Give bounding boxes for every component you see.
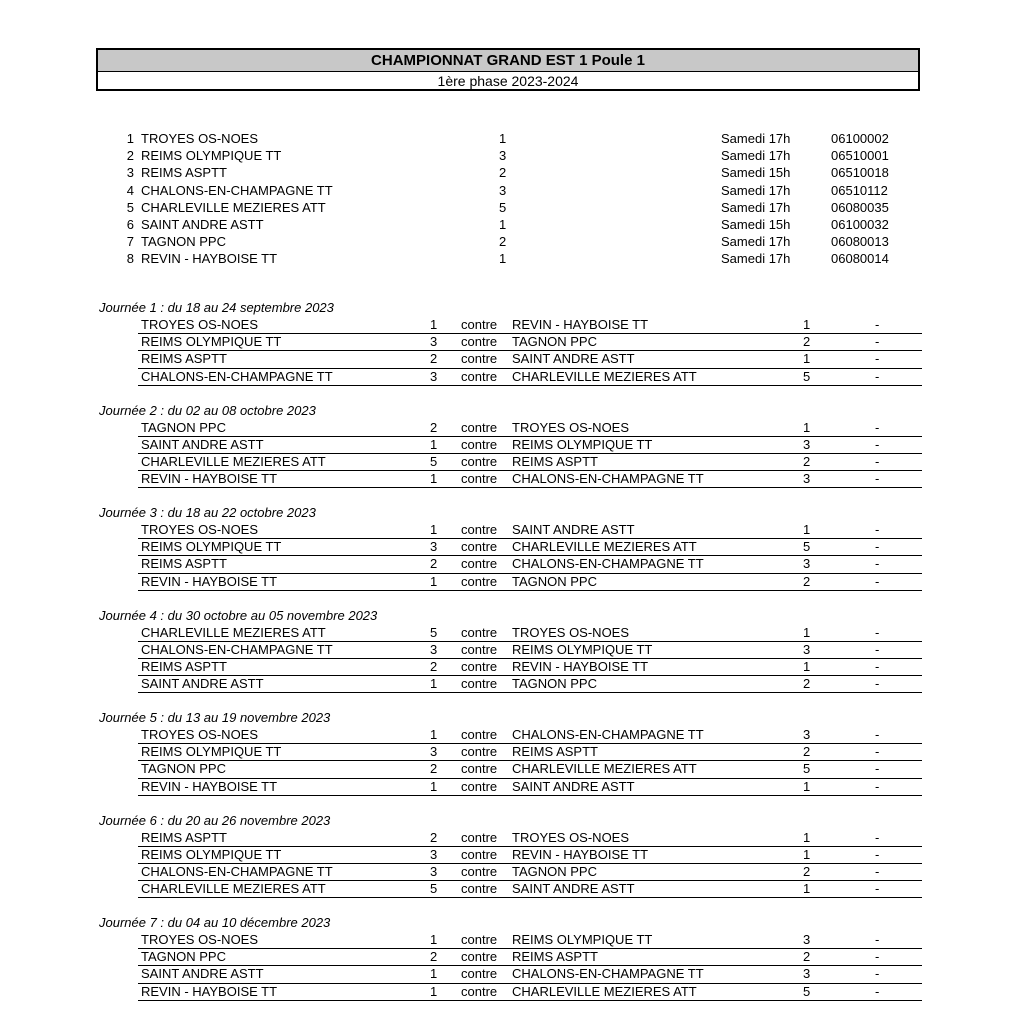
- away-team: REVIN - HAYBOISE TT: [512, 317, 649, 332]
- team-name: CHALONS-EN-CHAMPAGNE TT: [141, 182, 333, 198]
- home-team-number: 2: [430, 556, 438, 572]
- versus-label: contre: [461, 641, 498, 657]
- versus-label: contre: [461, 881, 498, 897]
- home-team: REIMS OLYMPIQUE TT: [141, 539, 282, 555]
- home-team: REIMS ASPTT: [141, 829, 227, 845]
- away-team-number: 2: [803, 949, 811, 965]
- match-row: [138, 984, 922, 1001]
- home-team: CHARLEVILLE MEZIERES ATT: [141, 624, 326, 640]
- match-score: -: [875, 573, 880, 589]
- home-team-number: 2: [430, 829, 438, 845]
- away-team: CHALONS-EN-CHAMPAGNE TT: [512, 556, 704, 572]
- home-team-number: 1: [430, 932, 438, 947]
- championship-title: CHAMPIONNAT GRAND EST 1 Poule 1: [98, 50, 918, 72]
- team-match-day: Samedi 17h: [721, 148, 791, 164]
- away-team-number: 3: [803, 471, 811, 487]
- team-match-day: Samedi 17h: [721, 131, 791, 146]
- home-team: REIMS OLYMPIQUE TT: [141, 846, 282, 862]
- match-row: [138, 369, 922, 386]
- match-row: [138, 642, 922, 659]
- match-score: -: [875, 471, 880, 487]
- match-score: -: [875, 556, 880, 572]
- away-team-number: 2: [803, 453, 811, 469]
- versus-label: contre: [461, 539, 498, 555]
- home-team: CHALONS-EN-CHAMPAGNE TT: [141, 863, 333, 879]
- match-row: [138, 539, 922, 556]
- home-team-number: 1: [430, 727, 438, 742]
- home-team-number: 2: [430, 658, 438, 674]
- team-club-code: 06510018: [831, 165, 889, 181]
- away-team: TAGNON PPC: [512, 573, 597, 589]
- versus-label: contre: [461, 317, 498, 332]
- home-team: CHALONS-EN-CHAMPAGNE TT: [141, 641, 333, 657]
- team-row: [0, 233, 1021, 250]
- match-score: -: [875, 846, 880, 862]
- match-row: [138, 847, 922, 864]
- home-team-number: 2: [430, 351, 438, 367]
- journee-title: Journée 6 : du 20 au 26 novembre 2023: [99, 812, 331, 828]
- home-team-number: 1: [430, 676, 438, 692]
- versus-label: contre: [461, 436, 498, 452]
- match-score: -: [875, 351, 880, 367]
- team-number: 3: [126, 165, 134, 181]
- home-team-number: 3: [430, 368, 438, 384]
- away-team: REIMS OLYMPIQUE TT: [512, 932, 653, 947]
- away-team: SAINT ANDRE ASTT: [512, 778, 635, 794]
- match-score: -: [875, 863, 880, 879]
- team-row: [0, 182, 1021, 199]
- team-squad-number: 3: [499, 148, 507, 164]
- phase-subtitle: 1ère phase 2023-2024: [437, 73, 579, 89]
- home-team: REVIN - HAYBOISE TT: [141, 778, 278, 794]
- team-number: 7: [126, 234, 134, 250]
- away-team-number: 3: [803, 641, 811, 657]
- team-squad-number: 3: [499, 182, 507, 198]
- match-score: -: [875, 761, 880, 777]
- home-team-number: 5: [430, 624, 438, 640]
- away-team-number: 1: [803, 658, 811, 674]
- team-number: 6: [126, 216, 134, 232]
- home-team-number: 2: [430, 419, 438, 435]
- away-team-number: 2: [803, 573, 811, 589]
- home-team: REIMS OLYMPIQUE TT: [141, 334, 282, 350]
- versus-label: contre: [461, 556, 498, 572]
- team-match-day: Samedi 17h: [721, 182, 791, 198]
- home-team-number: 1: [430, 778, 438, 794]
- team-squad-number: 1: [499, 131, 507, 146]
- match-row: [138, 556, 922, 573]
- journee-title: Journée 7 : du 04 au 10 décembre 2023: [99, 915, 331, 930]
- home-team: REVIN - HAYBOISE TT: [141, 573, 278, 589]
- home-team: TROYES OS-NOES: [141, 932, 259, 947]
- match-score: -: [875, 334, 880, 350]
- home-team: REIMS OLYMPIQUE TT: [141, 744, 282, 760]
- team-club-code: 06510112: [831, 182, 888, 198]
- away-team: REIMS OLYMPIQUE TT: [512, 436, 653, 452]
- away-team: TAGNON PPC: [512, 676, 597, 692]
- away-team: CHALONS-EN-CHAMPAGNE TT: [512, 966, 704, 982]
- away-team: REIMS OLYMPIQUE TT: [512, 641, 653, 657]
- match-row: [138, 727, 922, 744]
- match-score: -: [875, 436, 880, 452]
- team-name: REIMS OLYMPIQUE TT: [141, 148, 282, 164]
- match-row: [138, 334, 922, 351]
- versus-label: contre: [461, 351, 498, 367]
- match-row: [138, 744, 922, 761]
- versus-label: contre: [461, 761, 498, 777]
- team-row: [0, 147, 1021, 164]
- match-score: -: [875, 658, 880, 674]
- away-team: CHALONS-EN-CHAMPAGNE TT: [512, 727, 704, 742]
- match-row: [138, 864, 922, 881]
- home-team: REIMS ASPTT: [141, 658, 227, 674]
- versus-label: contre: [461, 829, 498, 845]
- home-team-number: 1: [430, 966, 438, 982]
- away-team: CHARLEVILLE MEZIERES ATT: [512, 983, 697, 999]
- home-team: TROYES OS-NOES: [141, 727, 259, 742]
- match-score: -: [875, 829, 880, 845]
- match-row: [138, 881, 922, 898]
- match-score: -: [875, 778, 880, 794]
- team-number: 1: [126, 131, 134, 146]
- away-team: SAINT ANDRE ASTT: [512, 522, 635, 537]
- team-club-code: 06080013: [831, 234, 889, 250]
- team-number: 4: [126, 182, 134, 198]
- versus-label: contre: [461, 846, 498, 862]
- team-match-day: Samedi 15h: [721, 216, 791, 232]
- match-score: -: [875, 676, 880, 692]
- match-row: [138, 659, 922, 676]
- team-squad-number: 1: [499, 251, 507, 267]
- home-team: TAGNON PPC: [141, 761, 226, 777]
- away-team: CHARLEVILLE MEZIERES ATT: [512, 539, 697, 555]
- home-team-number: 3: [430, 846, 438, 862]
- away-team-number: 1: [803, 419, 811, 435]
- away-team: TROYES OS-NOES: [512, 829, 630, 845]
- away-team: TROYES OS-NOES: [512, 624, 630, 640]
- team-row: [0, 216, 1021, 233]
- match-score: -: [875, 522, 880, 537]
- away-team-number: 5: [803, 368, 811, 384]
- home-team-number: 2: [430, 761, 438, 777]
- home-team-number: 1: [430, 573, 438, 589]
- home-team: CHARLEVILLE MEZIERES ATT: [141, 453, 326, 469]
- versus-label: contre: [461, 949, 498, 965]
- team-row: [0, 130, 1021, 147]
- match-score: -: [875, 624, 880, 640]
- away-team-number: 2: [803, 334, 811, 350]
- versus-label: contre: [461, 778, 498, 794]
- match-row: [138, 437, 922, 454]
- away-team-number: 5: [803, 539, 811, 555]
- versus-label: contre: [461, 334, 498, 350]
- away-team-number: 5: [803, 761, 811, 777]
- away-team-number: 3: [803, 556, 811, 572]
- away-team: SAINT ANDRE ASTT: [512, 351, 635, 367]
- home-team-number: 3: [430, 334, 438, 350]
- journee-title: Journée 5 : du 13 au 19 novembre 2023: [99, 710, 331, 725]
- away-team: REVIN - HAYBOISE TT: [512, 846, 649, 862]
- team-name: SAINT ANDRE ASTT: [141, 216, 264, 232]
- match-score: -: [875, 453, 880, 469]
- home-team-number: 3: [430, 744, 438, 760]
- versus-label: contre: [461, 744, 498, 760]
- team-number: 8: [126, 251, 134, 267]
- home-team-number: 5: [430, 881, 438, 897]
- home-team: CHALONS-EN-CHAMPAGNE TT: [141, 368, 333, 384]
- away-team-number: 3: [803, 727, 811, 742]
- versus-label: contre: [461, 368, 498, 384]
- match-row: [138, 471, 922, 488]
- home-team: REVIN - HAYBOISE TT: [141, 983, 278, 999]
- journee-title: Journée 3 : du 18 au 22 octobre 2023: [99, 505, 316, 520]
- versus-label: contre: [461, 471, 498, 487]
- away-team-number: 1: [803, 624, 811, 640]
- team-club-code: 06100002: [831, 131, 889, 146]
- home-team: TAGNON PPC: [141, 419, 226, 435]
- journee-title: Journée 1 : du 18 au 24 septembre 2023: [99, 300, 334, 315]
- versus-label: contre: [461, 419, 498, 435]
- home-team-number: 3: [430, 863, 438, 879]
- team-club-code: 06510001: [831, 148, 889, 164]
- match-score: -: [875, 317, 880, 332]
- match-row: [138, 966, 922, 983]
- match-row: [138, 761, 922, 778]
- match-row: [138, 574, 922, 591]
- match-score: -: [875, 949, 880, 965]
- home-team: SAINT ANDRE ASTT: [141, 966, 264, 982]
- header-box: [96, 48, 920, 91]
- home-team-number: 1: [430, 471, 438, 487]
- away-team: REVIN - HAYBOISE TT: [512, 658, 649, 674]
- away-team-number: 5: [803, 983, 811, 999]
- versus-label: contre: [461, 658, 498, 674]
- home-team: CHARLEVILLE MEZIERES ATT: [141, 881, 326, 897]
- home-team-number: 1: [430, 436, 438, 452]
- match-row: [138, 522, 922, 539]
- away-team-number: 3: [803, 966, 811, 982]
- match-score: -: [875, 368, 880, 384]
- match-row: [138, 932, 922, 949]
- match-score: -: [875, 727, 880, 742]
- team-match-day: Samedi 17h: [721, 234, 791, 250]
- team-match-day: Samedi 17h: [721, 199, 791, 215]
- match-score: -: [875, 983, 880, 999]
- team-club-code: 06080014: [831, 251, 889, 267]
- versus-label: contre: [461, 624, 498, 640]
- home-team-number: 1: [430, 983, 438, 999]
- match-row: [138, 676, 922, 693]
- team-squad-number: 5: [499, 199, 507, 215]
- versus-label: contre: [461, 522, 498, 537]
- away-team-number: 1: [803, 846, 811, 862]
- team-squad-number: 2: [499, 234, 507, 250]
- home-team: TROYES OS-NOES: [141, 522, 259, 537]
- match-row: [138, 625, 922, 642]
- team-list: [0, 130, 1021, 268]
- away-team: CHARLEVILLE MEZIERES ATT: [512, 761, 697, 777]
- team-match-day: Samedi 15h: [721, 165, 791, 181]
- team-number: 2: [126, 148, 134, 164]
- home-team-number: 2: [430, 949, 438, 965]
- team-club-code: 06080035: [831, 199, 889, 215]
- home-team-number: 1: [430, 317, 438, 332]
- team-name: CHARLEVILLE MEZIERES ATT: [141, 199, 326, 215]
- match-row: [138, 949, 922, 966]
- home-team-number: 1: [430, 522, 438, 537]
- match-row: [138, 351, 922, 368]
- match-score: -: [875, 641, 880, 657]
- match-row: [138, 830, 922, 847]
- away-team: TAGNON PPC: [512, 334, 597, 350]
- away-team: REIMS ASPTT: [512, 949, 598, 965]
- match-score: -: [875, 419, 880, 435]
- versus-label: contre: [461, 983, 498, 999]
- away-team-number: 1: [803, 317, 811, 332]
- team-number: 5: [126, 199, 134, 215]
- away-team-number: 1: [803, 522, 811, 537]
- team-name: REVIN - HAYBOISE TT: [141, 251, 278, 267]
- match-score: -: [875, 932, 880, 947]
- versus-label: contre: [461, 932, 498, 947]
- journee-title: Journée 2 : du 02 au 08 octobre 2023: [99, 402, 316, 418]
- journee-title: Journée 4 : du 30 octobre au 05 novembre 2023: [99, 607, 378, 623]
- home-team-number: 3: [430, 641, 438, 657]
- versus-label: contre: [461, 676, 498, 692]
- match-score: -: [875, 539, 880, 555]
- away-team: TAGNON PPC: [512, 863, 597, 879]
- match-score: -: [875, 966, 880, 982]
- team-squad-number: 1: [499, 216, 507, 232]
- versus-label: contre: [461, 727, 498, 742]
- team-row: [0, 250, 1021, 267]
- away-team: SAINT ANDRE ASTT: [512, 881, 635, 897]
- home-team: REIMS ASPTT: [141, 556, 227, 572]
- away-team-number: 3: [803, 932, 811, 947]
- match-score: -: [875, 744, 880, 760]
- home-team: SAINT ANDRE ASTT: [141, 676, 264, 692]
- away-team-number: 3: [803, 436, 811, 452]
- versus-label: contre: [461, 573, 498, 589]
- match-row: [138, 454, 922, 471]
- away-team: REIMS ASPTT: [512, 453, 598, 469]
- home-team: REIMS ASPTT: [141, 351, 227, 367]
- away-team-number: 1: [803, 778, 811, 794]
- match-row: [138, 317, 922, 334]
- team-name: TAGNON PPC: [141, 234, 226, 250]
- versus-label: contre: [461, 453, 498, 469]
- home-team: SAINT ANDRE ASTT: [141, 436, 264, 452]
- team-row: [0, 164, 1021, 181]
- away-team: CHALONS-EN-CHAMPAGNE TT: [512, 471, 704, 487]
- home-team-number: 3: [430, 539, 438, 555]
- team-name: TROYES OS-NOES: [141, 131, 259, 146]
- team-name: REIMS ASPTT: [141, 165, 227, 181]
- away-team: TROYES OS-NOES: [512, 419, 630, 435]
- away-team: CHARLEVILLE MEZIERES ATT: [512, 368, 697, 384]
- away-team-number: 2: [803, 863, 811, 879]
- team-row: [0, 199, 1021, 216]
- team-club-code: 06100032: [831, 216, 889, 232]
- away-team-number: 1: [803, 829, 811, 845]
- home-team: TROYES OS-NOES: [141, 317, 259, 332]
- home-team: TAGNON PPC: [141, 949, 226, 965]
- match-row: [138, 420, 922, 437]
- away-team-number: 1: [803, 351, 811, 367]
- away-team-number: 1: [803, 881, 811, 897]
- home-team: REVIN - HAYBOISE TT: [141, 471, 278, 487]
- away-team-number: 2: [803, 744, 811, 760]
- versus-label: contre: [461, 863, 498, 879]
- match-row: [138, 779, 922, 796]
- away-team-number: 2: [803, 676, 811, 692]
- versus-label: contre: [461, 966, 498, 982]
- team-squad-number: 2: [499, 165, 507, 181]
- away-team: REIMS ASPTT: [512, 744, 598, 760]
- team-match-day: Samedi 17h: [721, 251, 791, 267]
- match-score: -: [875, 881, 880, 897]
- home-team-number: 5: [430, 453, 438, 469]
